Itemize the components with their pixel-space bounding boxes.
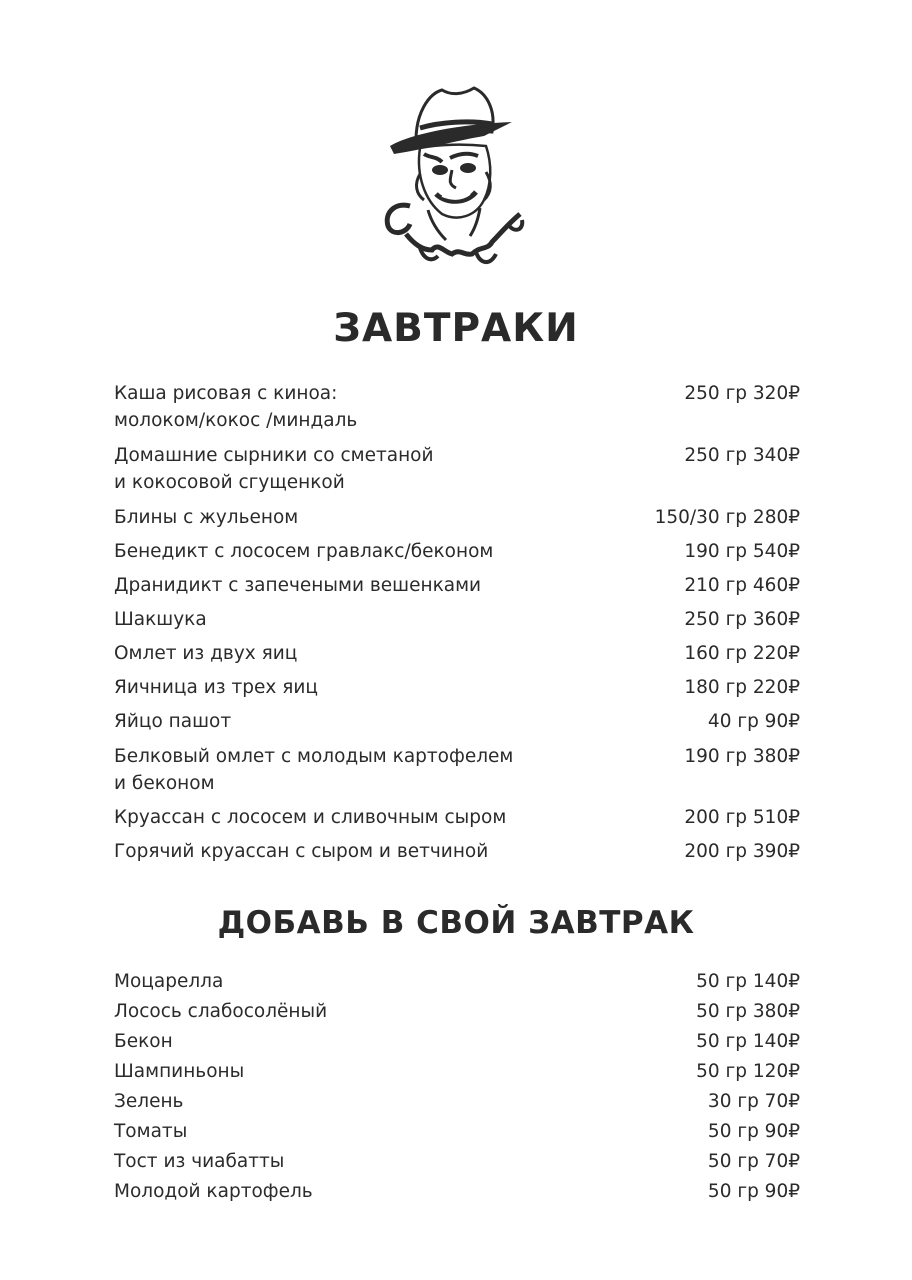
menu-item-name: Яичница из трех яиц <box>114 677 318 698</box>
menu-item-price: 50 гр 90₽ <box>707 1181 800 1202</box>
menu-item-price: 250 гр 360₽ <box>684 609 800 630</box>
menu-item-name: Горячий круассан с сыром и ветчиной <box>114 841 489 862</box>
section-title-breakfasts: ЗАВТРАКИ <box>333 306 579 351</box>
menu-item-price: 50 гр 140₽ <box>696 971 800 992</box>
menu-item-price: 50 гр 70₽ <box>707 1151 800 1172</box>
menu-item-price: 50 гр 90₽ <box>707 1121 800 1142</box>
menu-item-name: Омлет из двух яиц <box>114 643 298 664</box>
logo-santiago <box>380 84 532 274</box>
menu-item-price: 210 гр 460₽ <box>684 575 800 596</box>
menu-item-name: Каша рисовая с киноа: молоком/кокос /миндаль <box>114 383 358 431</box>
menu-item-name: Круассан с лососем и сливочным сыром <box>114 807 507 828</box>
menu-item-name: Томаты <box>114 1121 188 1142</box>
menu-item-name: Моцарелла <box>114 971 224 992</box>
menu-item-name: Яйцо пашот <box>114 711 232 732</box>
menu-item-price: 40 гр 90₽ <box>707 711 800 732</box>
menu-item-name: Блины с жульеном <box>114 507 299 528</box>
menu-item-name: Домашние сырники со сметаной и кокосовой сгущенкой <box>114 445 434 493</box>
menu-item-name: Шампиньоны <box>114 1061 245 1082</box>
menu-item-name: Бекон <box>114 1031 173 1052</box>
menu-item-price: 150/30 гр 280₽ <box>654 507 800 528</box>
menu-item-price: 50 гр 120₽ <box>696 1061 800 1082</box>
menu-item-price: 200 гр 390₽ <box>684 841 800 862</box>
menu-item-price: 250 гр 320₽ <box>684 383 800 404</box>
menu-item-name: Зелень <box>114 1091 184 1112</box>
menu-item-name: Тост из чиабатты <box>114 1151 285 1172</box>
menu-item-price: 190 гр 380₽ <box>684 746 800 767</box>
menu-item-price: 190 гр 540₽ <box>684 541 800 562</box>
menu-item-price: 30 гр 70₽ <box>707 1091 800 1112</box>
menu-item-price: 200 гр 510₽ <box>684 807 800 828</box>
menu-item-price: 50 гр 140₽ <box>696 1031 800 1052</box>
menu-item-name: Бенедикт с лососем гравлакс/беконом <box>114 541 494 562</box>
menu-item-name: Дранидикт с запечеными вешенками <box>114 575 482 596</box>
menu-item-price: 160 гр 220₽ <box>684 643 800 664</box>
menu-item-price: 180 гр 220₽ <box>684 677 800 698</box>
menu-item-name: Молодой картофель <box>114 1181 313 1202</box>
menu-item-price: 250 гр 340₽ <box>684 445 800 466</box>
menu-item-name: Белковый омлет с молодым картофелем и беконом <box>114 746 514 794</box>
section-title-addons: ДОБАВЬ В СВОЙ ЗАВТРАК <box>217 905 695 941</box>
menu-item-name: Лосось слабосолёный <box>114 1001 328 1022</box>
menu-item-name: Шакшука <box>114 609 207 630</box>
menu-item-price: 50 гр 380₽ <box>696 1001 800 1022</box>
